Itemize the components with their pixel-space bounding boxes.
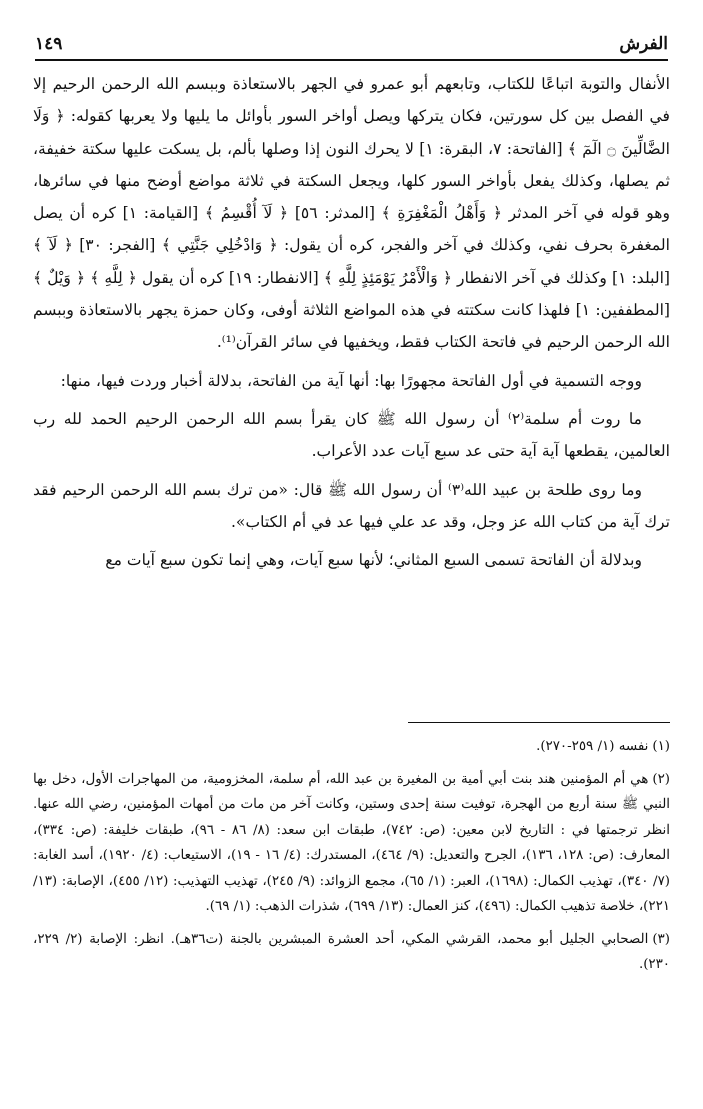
footnotes <box>33 734 670 978</box>
paragraph: وما روى طلحة بن عبيد الله⁽٣⁾ أن رسول الله ﷺ قال: «من ترك بسم الله الرحمن الرحيم فقد ترك آية من كتاب الله عز وجل، وقد عد علي فيها عد في أم الكتاب». <box>33 480 670 531</box>
footnote-text: هي أم المؤمنين هند بنت أبي أمية بن المغيرة بن عبد الله، أم سلمة، المخزومية، من المهاجرات الأول، دخل بها النبي ﷺ سنة أربع من الهجرة، توفيت سنة إحدى وستين، وكانت آخر من مات من أمهات المؤمنين، رضي الله عنها. انظر ترجمتها في : التاريخ لابن معين: (ص: ٧٤٢)، طبقات ابن سعد: (٨/ ٨٦ - ٩٦)، طبقات خليفة: (ص: ٣٣٤)، المعارف: (ص: ١٢٨، ١٣٦)، الجرح والتعديل: (٩/ ٤٦٤)، المستدرك: (٤/ ١٦ - ١٩)، الاستيعاب: (٤/ ١٩٢٠)، أسد الغابة: (٧/ ٣٤٠)، تهذيب الكمال: (١٦٩٨)، العبر: (١/ ٦٥)، مجمع الزوائد: (٩/ ٢٤٥)، تهذيب التهذيب: (١٢/ ٤٥٥)، الإصابة: (١٣/ ٢٢١)، خلاصة تذهيب الكمال: (٤٩٦)، كنز العمال: (١٣/ ٦٩٩)، شذرات الذهب: (١/ ٦٩). <box>33 771 671 914</box>
paragraph: الأنفال والتوبة اتباعًا للكتاب، وتابعهم أبو عمرو في الجهر بالاستعاذة وببسم الله الرحمن الرحيم إلا في الفصل بين كل سورتين، فكان يتركها ويصل أواخر السور بأوائل ما يليها ولا يعربها كقوله: ﴿ وَلَا الضَّالِّينَ ۝ الٓمٓ ﴾ [الفاتحة: ٧، البقرة: ١] لا يحرك النون إذا وصلها بألم، بل يسكت عليها سكتة خفيفة، ثم يصلها، وكذلك يفعل بأواخر السور كلها، ويجعل السكتة في ثلاثة مواضع أوضح منها في سائرها، وهو قوله في آخر المدثر ﴿ وَأَهْلُ الْمَغْفِرَةِ ﴾ [المدثر: ٥٦] ﴿ لَآ أُقْسِمُ ﴾ [القيامة: ١] كره أن يصل المغفرة بحرف نفي، وكذلك في آخر والفجر، كره أن يقول: ﴿ وَادْخُلِي جَنَّتِي ﴾ [الفجر: ٣٠] ﴿ لَآ ﴾ [البلد: ١] وكذلك في آخر الانفطار ﴿ وَالْأَمْرُ يَوْمَئِذٍ لِلَّهِ ﴾ [الانفطار: ١٩] كره أن يقول ﴿ لِلَّهِ ﴾ ﴿ وَيْلٌ ﴾ [المطففين: ١] فلهذا كانت سكتته في هذه المواضع الثلاثة أوفى، وكان حمزة يجهر بالاستعاذة وببسم الله الرحمن الرحيم في فاتحة الكتاب فقط، ويخفيها في سائر القرآن⁽¹⁾. <box>33 75 671 352</box>
page-number: ١٤٩ <box>35 34 63 54</box>
running-title: الفرش <box>619 34 668 54</box>
footnote <box>33 927 670 978</box>
footnote <box>33 734 670 760</box>
main-text <box>33 68 670 576</box>
footnote-number: (١) <box>652 739 670 754</box>
header-rule <box>35 59 668 61</box>
footnote-number: (٢) <box>652 771 670 787</box>
footnote-text: نفسه (١/ ٢٥٩-٢٧٠). <box>536 739 649 754</box>
page-header <box>35 28 668 58</box>
footnote-number: (٣) <box>652 931 670 947</box>
paragraph: ما روت أم سلمة⁽٢⁾ أن رسول الله ﷺ كان يقرأ بسم الله الرحمن الرحيم الحمد لله رب العالمين، يقطعها آية آية حتى عد سبع آيات عدد الأعراب. <box>33 409 670 461</box>
footnote-separator <box>408 722 670 723</box>
footnote <box>33 767 670 920</box>
paragraph: وبدلالة أن الفاتحة تسمى السبع المثاني؛ لأنها سبع آيات، وهي إنما تكون سبع آيات مع <box>105 551 642 570</box>
footnote-text: الصحابي الجليل أبو محمد، القرشي المكي، أحد العشرة المبشرين بالجنة (ت٣٦هـ). انظر: الإصابة (٢/ ٢٢٩، ٢٣٠). <box>33 931 670 972</box>
paragraph: ووجه التسمية في أول الفاتحة مجهورًا بها: أنها آية من الفاتحة، بدلالة أخبار وردت فيها، منها: <box>60 371 642 390</box>
